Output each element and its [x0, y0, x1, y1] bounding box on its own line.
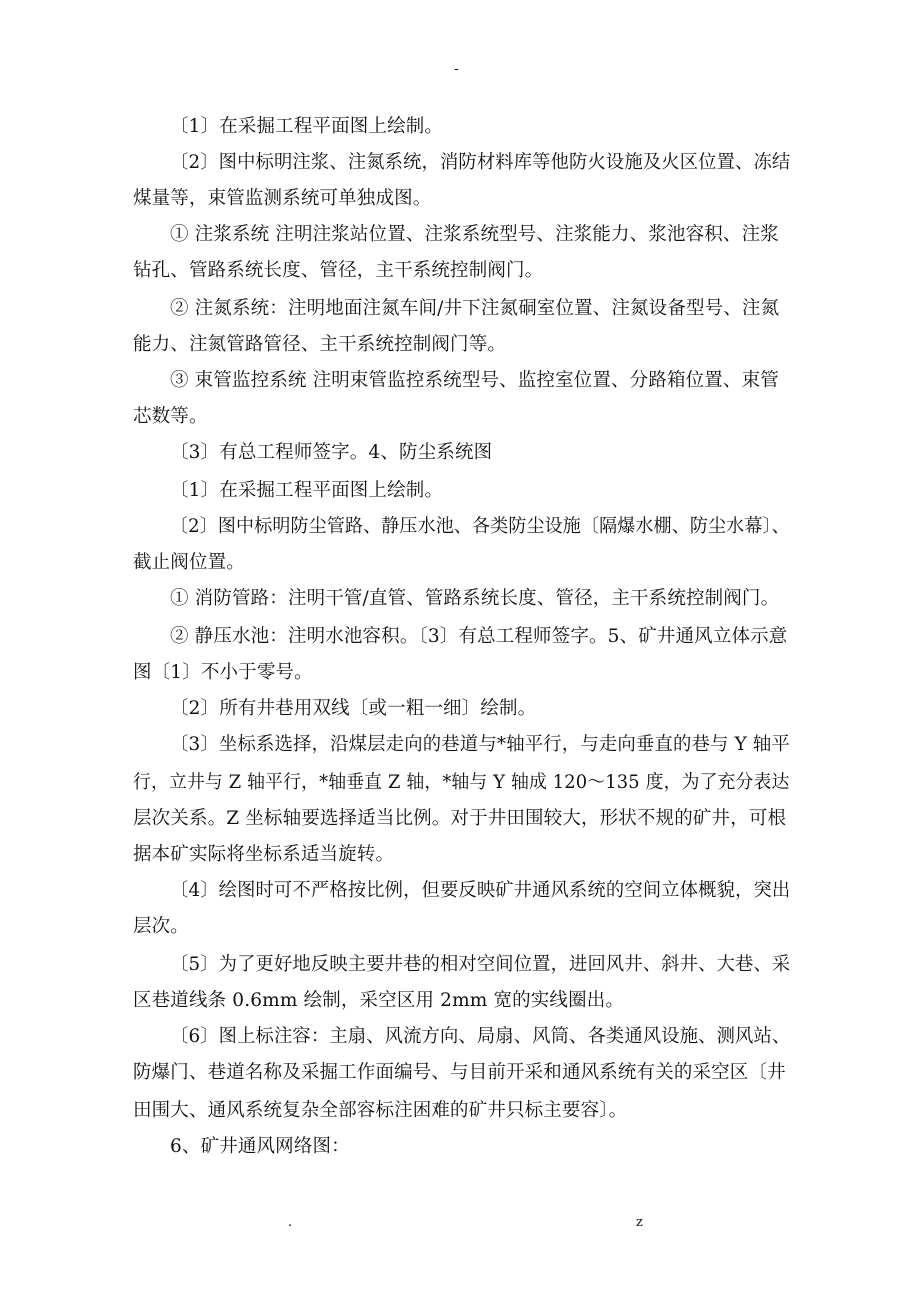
text-line: 图〔1〕不小于零号。: [133, 662, 313, 683]
text-line: ③ 束管监控系统 注明束管监控系统型号、监控室位置、分路箱位置、束管: [170, 370, 779, 391]
text-line: ① 消防管路：注明干管/直管、管路系统长度、管径，主干系统控制阀门。: [170, 588, 780, 609]
text-line: 〔6〕图上标注容：主扇、风流方向、局扇、风筒、各类通风设施、测风站、: [170, 1026, 791, 1047]
text-line: 能力、注氮管路管径、主干系统控制阀门等。: [133, 334, 507, 355]
text-line: 煤量等，束管监测系统可单独成图。: [133, 188, 432, 209]
text-line: 区巷道线条 0.6mm 绘制，采空区用 2mm 宽的实线圈出。: [133, 990, 625, 1011]
text-line: ② 静压水池：注明水池容积。〔3〕有总工程师签字。5、矿井通风立体示意: [170, 626, 788, 647]
text-line: 〔2〕图中标明防尘管路、静压水池、各类防尘设施〔隔爆水棚、防尘水幕〕、: [170, 516, 790, 537]
text-line: 〔2〕图中标明注浆、注氮系统，消防材料库等他防火设施及火区位置、冻结: [170, 152, 791, 173]
text-line: 〔2〕所有井巷用双线〔或一粗一细〕绘制。: [170, 698, 537, 719]
footer-right-mark: z: [636, 1215, 643, 1230]
text-line: 〔4〕绘图时可不严格按比例，但要反映矿井通风系统的空间立体概貌，突出: [170, 880, 791, 901]
text-line: 田围大、通风系统复杂全部容标注困难的矿井只标主要容〕。: [133, 1100, 628, 1121]
text-line: 6、矿井通风网络图：: [170, 1136, 350, 1157]
text-line: ① 注浆系统 注明注浆站位置、注浆系统型号、注浆能力、浆池容积、注浆: [170, 224, 779, 245]
text-line: 截止阀位置。: [133, 552, 245, 573]
text-line: 〔3〕有总工程师签字。4、防尘系统图: [170, 442, 493, 463]
text-line: 钻孔、管路系统长度、管径，主干系统控制阀门。: [133, 260, 544, 281]
footer-left-mark: .: [288, 1215, 293, 1230]
text-line: ② 注氮系统：注明地面注氮车间/井下注氮硐室位置、注氮设备型号、注氮: [170, 298, 780, 319]
text-line: 〔3〕坐标系选择，沿煤层走向的巷道与*轴平行，与走向垂直的巷与 Y 轴平: [170, 734, 790, 755]
text-line: 防爆门、巷道名称及采掘工作面编号、与目前开采和通风系统有关的采空区〔井: [133, 1062, 786, 1083]
text-line: 〔1〕在采掘工程平面图上绘制。: [170, 116, 444, 137]
text-line: 层次。: [133, 916, 189, 937]
text-line: 〔5〕为了更好地反映主要井巷的相对空间位置，进回风井、斜井、大巷、采: [170, 954, 791, 975]
page-header-mark: -: [454, 61, 459, 77]
text-line: 行，立井与 Z 轴平行，*轴垂直 Z 轴，*轴与 Y 轴成 120～135 度，为了充分表达: [133, 772, 790, 793]
text-line: 据本矿实际将坐标系适当旋转。: [133, 844, 395, 865]
text-line: 〔1〕在采掘工程平面图上绘制。: [170, 480, 444, 501]
text-line: 层次关系。Z 坐标轴要选择适当比例。对于井田围较大，形状不规的矿井，可根: [133, 808, 787, 829]
text-line: 芯数等。: [133, 406, 208, 427]
